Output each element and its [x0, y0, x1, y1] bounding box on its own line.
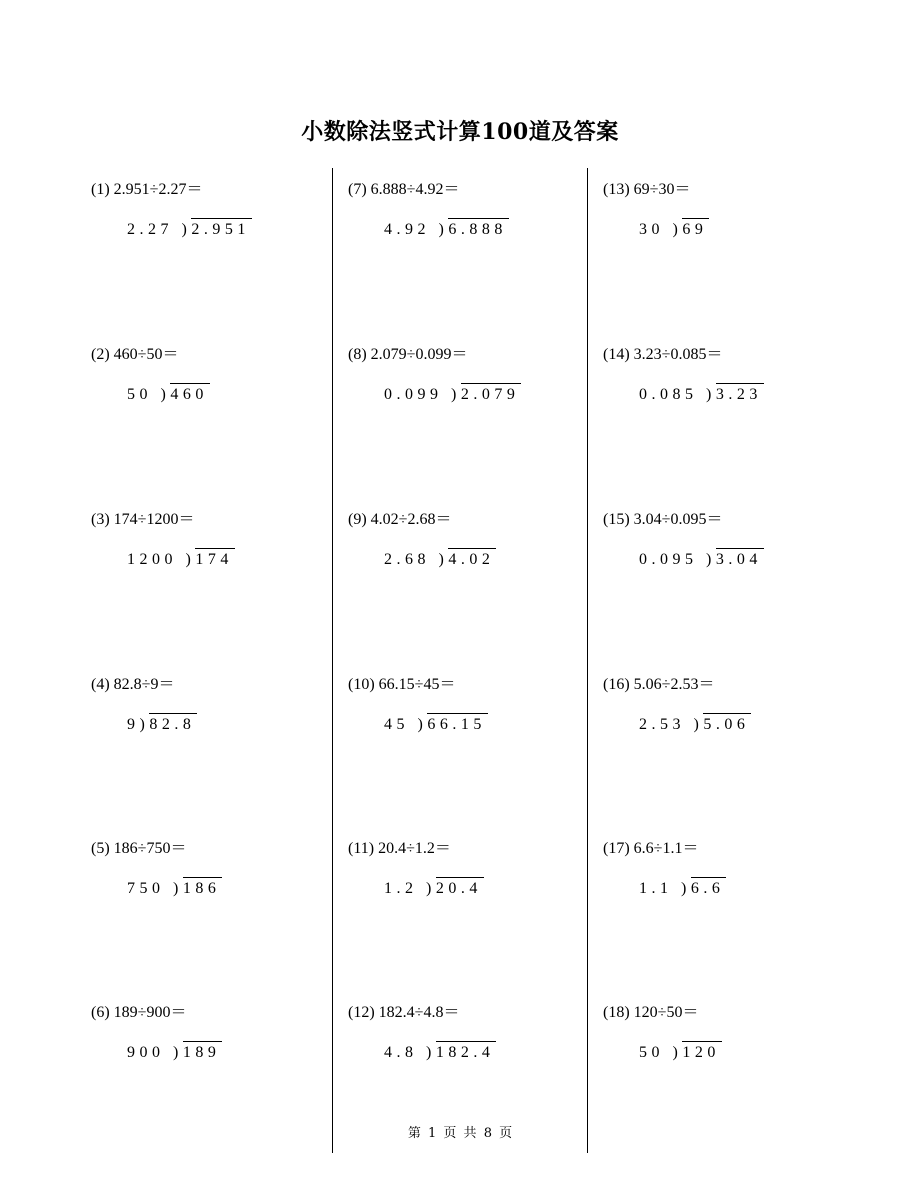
dividend: 6.6 [691, 877, 727, 899]
problem-label: (3) 174÷1200＝ [91, 511, 195, 528]
dividend: 3.23 [716, 383, 764, 405]
divisor: 2.27 ) [127, 221, 192, 238]
long-division-setup [127, 1041, 222, 1063]
dividend: 2.079 [461, 383, 522, 405]
long-division-setup [127, 877, 222, 899]
problem-label: (6) 189÷900＝ [91, 1004, 187, 1021]
long-division-setup [384, 877, 484, 899]
divisor: 4.8 ) [384, 1044, 436, 1061]
dividend: 66.15 [427, 713, 488, 735]
problem-label: (17) 6.6÷1.1＝ [603, 840, 699, 857]
divisor: 2.53 ) [639, 716, 704, 733]
page-title: 小数除法竖式计算100道及答案 [301, 119, 619, 145]
dividend: 186 [183, 877, 223, 899]
divisor: 9) [127, 716, 150, 733]
long-division-setup [127, 218, 252, 240]
long-division-setup [639, 383, 764, 405]
problem-label: (11) 20.4÷1.2＝ [348, 840, 451, 857]
problem-label: (13) 69÷30＝ [603, 181, 691, 198]
dividend: 120 [682, 1041, 722, 1063]
page-footer: 第 1 页 共 8 页 [407, 1126, 513, 1141]
long-division-setup [127, 548, 235, 570]
divisor: 50 ) [639, 1044, 683, 1061]
problem-label: (15) 3.04÷0.095＝ [603, 511, 723, 528]
problem-label: (4) 82.8÷9＝ [91, 676, 175, 693]
problem-label: (16) 5.06÷2.53＝ [603, 676, 715, 693]
divisor: 4.92 ) [384, 221, 449, 238]
dividend: 82.8 [149, 713, 197, 735]
divisor: 2.68 ) [384, 551, 449, 568]
long-division-setup [384, 383, 521, 405]
dividend: 5.06 [703, 713, 751, 735]
problem-label: (7) 6.888÷4.92＝ [348, 181, 460, 198]
problem-label: (5) 186÷750＝ [91, 840, 187, 857]
long-division-setup [384, 1041, 496, 1063]
long-division-setup [384, 548, 496, 570]
dividend: 6.888 [448, 218, 509, 240]
long-division-setup [127, 713, 197, 735]
divisor: 30 ) [639, 221, 683, 238]
column-divider [332, 168, 333, 1153]
long-division-setup [639, 218, 709, 240]
divisor: 50 ) [127, 386, 171, 403]
divisor: 1.2 ) [384, 880, 436, 897]
long-division-setup [127, 383, 210, 405]
problem-label: (2) 460÷50＝ [91, 346, 179, 363]
long-division-setup [639, 877, 726, 899]
problem-label: (9) 4.02÷2.68＝ [348, 511, 452, 528]
dividend: 3.04 [716, 548, 764, 570]
divisor: 0.099 ) [384, 386, 461, 403]
divisor: 900 ) [127, 1044, 183, 1061]
divisor: 1200 ) [127, 551, 196, 568]
problem-label: (18) 120÷50＝ [603, 1004, 699, 1021]
dividend: 174 [195, 548, 235, 570]
long-division-setup [639, 548, 764, 570]
long-division-setup [639, 713, 751, 735]
long-division-setup [639, 1041, 722, 1063]
dividend: 4.02 [448, 548, 496, 570]
dividend: 182.4 [436, 1041, 497, 1063]
column-divider [587, 168, 588, 1153]
divisor: 750 ) [127, 880, 183, 897]
problem-label: (8) 2.079÷0.099＝ [348, 346, 468, 363]
problem-label: (14) 3.23÷0.085＝ [603, 346, 723, 363]
divisor: 0.085 ) [639, 386, 716, 403]
divisor: 45 ) [384, 716, 428, 733]
long-division-setup [384, 218, 509, 240]
divisor: 1.1 ) [639, 880, 691, 897]
problem-label: (10) 66.15÷45＝ [348, 676, 456, 693]
problem-label: (1) 2.951÷2.27＝ [91, 181, 203, 198]
long-division-setup [384, 713, 488, 735]
dividend: 2.951 [191, 218, 252, 240]
dividend: 20.4 [436, 877, 484, 899]
divisor: 0.095 ) [639, 551, 716, 568]
dividend: 460 [170, 383, 210, 405]
problem-label: (12) 182.4÷4.8＝ [348, 1004, 460, 1021]
dividend: 189 [183, 1041, 223, 1063]
dividend: 69 [682, 218, 709, 240]
